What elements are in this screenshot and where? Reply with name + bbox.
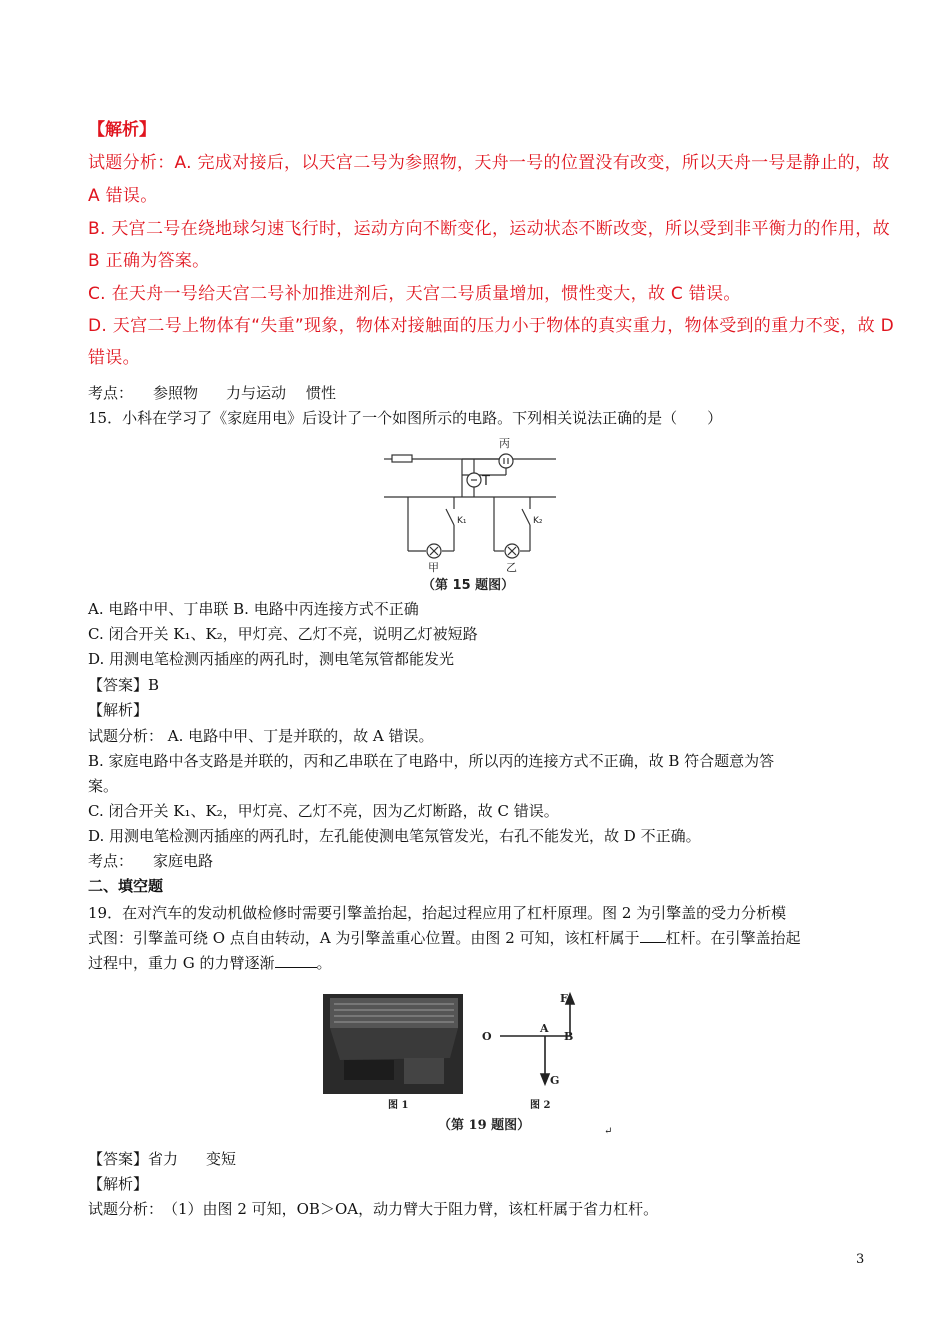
switch-k1-symbol: [446, 509, 454, 525]
question-19-stem: 19．在对汽车的发动机做检修时需要引擎盖抬起，抬起过程应用了杠杆原理。图 2 为引擎盖的受力分析模: [88, 904, 787, 922]
answer-blank: [640, 928, 666, 943]
label-k2: K₂: [533, 516, 543, 526]
return-mark: ↵: [604, 1126, 613, 1137]
label-k1: K₁: [457, 516, 467, 526]
analysis-line: B. 天宫二号在绕地球匀速飞行时，运动方向不断变化，运动状态不断改变，所以受到非平衡力的作用，故: [88, 219, 890, 239]
analysis-line: 试题分析： （1）由图 2 可知，OB＞OA，动力臂大于阻力臂，该杠杆属于省力杠杆。: [88, 1200, 659, 1218]
option-line: C. 闭合开关 K₁、K₂，甲灯亮、乙灯不亮，说明乙灯被短路: [88, 625, 478, 643]
analysis-line: D. 用测电笔检测丙插座的两孔时，左孔能使测电笔氖管发光，右孔不能发光，故 D 不正确。: [88, 827, 701, 845]
stem-text: 过程中，重力 G 的力臂逐渐: [88, 954, 275, 972]
kaodian-label: 考点：: [88, 384, 134, 402]
fuse-symbol: [392, 455, 412, 462]
analysis-line: D. 天宫二号上物体有“失重”现象，物体对接触面的压力小于物体的真实重力，物体受到的重力不变，故 D: [88, 316, 895, 336]
figure-15-caption: （第 15 题图）: [422, 578, 515, 593]
kaodian-item: 家庭电路: [153, 852, 214, 870]
kaodian-item: 惯性: [306, 384, 337, 402]
page-number: 3: [856, 1252, 865, 1267]
question-19-stem: [88, 928, 801, 948]
analysis-line: 试题分析： A. 电路中甲、丁是并联的，故 A 错误。: [88, 727, 434, 745]
kaodian-line: [88, 383, 336, 403]
label-A: A: [540, 1022, 549, 1035]
question-15-stem: 15．小科在学习了《家庭用电》后设计了一个如图所示的电路。下列相关说法正确的是（ ）: [88, 409, 723, 427]
fig2-label: 图 2: [530, 1100, 551, 1111]
socket-bing-symbol: [499, 454, 513, 468]
kaodian-line: [88, 851, 213, 871]
stem-text: 杠杆。在引擎盖抬起: [665, 929, 801, 947]
stem-text: 。: [316, 954, 332, 972]
answer-value: 省力: [148, 1150, 179, 1168]
analysis-line: 案。: [88, 777, 119, 795]
answer-label: 【答案】: [88, 1150, 149, 1168]
analysis-heading: 【解析】: [88, 120, 156, 140]
analysis-line: C. 闭合开关 K₁、K₂，甲灯亮、乙灯不亮，因为乙灯断路，故 C 错误。: [88, 802, 559, 820]
label-bing: 丙: [499, 437, 510, 450]
analysis-line: 试题分析：A. 完成对接后，以天宫二号为参照物，天舟一号的位置没有改变，所以天舟一号是静止的，故: [88, 153, 890, 173]
answer-value: 变短: [206, 1150, 237, 1168]
analysis-heading: 【解析】: [88, 701, 149, 719]
label-yi: 乙: [506, 561, 517, 574]
analysis-line: C. 在天舟一号给天宫二号补加推进剂后，天宫二号质量增加，惯性变大，故 C 错误。: [88, 284, 741, 304]
fig1-label: 图 1: [388, 1100, 409, 1111]
label-B: B: [564, 1030, 574, 1043]
kaodian-item: 参照物: [153, 384, 199, 402]
answer-line: [88, 1149, 236, 1169]
circuit-figure: [380, 433, 560, 593]
analysis-heading: 【解析】: [88, 1175, 149, 1193]
label-F: F: [560, 992, 568, 1005]
section-title: 二、填空题: [88, 877, 164, 895]
figure-19-caption: （第 19 题图）: [438, 1118, 531, 1133]
option-line: A. 电路中甲、丁串联 B. 电路中丙连接方式不正确: [88, 600, 419, 618]
kaodian-item: 力与运动: [226, 384, 287, 402]
option-line: D. 用测电笔检测丙插座的两孔时，测电笔氖管都能发光: [88, 650, 455, 668]
kaodian-label: 考点：: [88, 852, 134, 870]
analysis-line: A 错误。: [88, 186, 158, 206]
analysis-line: 错误。: [88, 348, 140, 368]
question-19-stem: [88, 953, 332, 973]
analysis-line: B. 家庭电路中各支路是并联的，丙和乙串联在了电路中，所以丙的连接方式不正确，故 B 符合题意为答: [88, 752, 775, 770]
switch-k2-symbol: [522, 509, 530, 525]
engine-photo: [323, 994, 463, 1094]
label-jia: 甲: [428, 561, 439, 574]
analysis-line: B 正确为答案。: [88, 251, 210, 271]
label-G: G: [550, 1074, 560, 1087]
answer-blank: [275, 953, 317, 968]
label-O: O: [482, 1030, 492, 1043]
label-ding: T: [482, 474, 490, 489]
answer-line: 【答案】B: [88, 676, 160, 694]
lever-figure: [320, 988, 620, 1138]
stem-text: 式图：引擎盖可绕 O 点自由转动，A 为引擎盖重心位置。由图 2 可知，该杠杆属于: [88, 929, 640, 947]
